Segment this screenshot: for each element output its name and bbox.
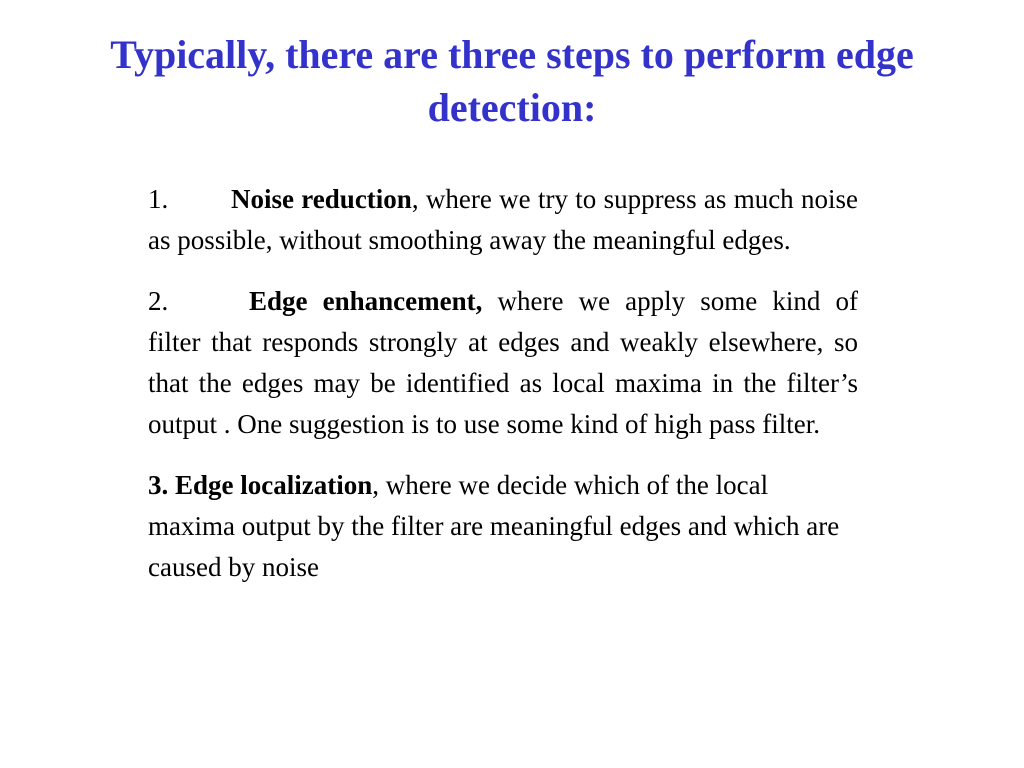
step-description-3: , where we decide which of the local maxima output by the filter are meaningful edges and which are caused by noise — [148, 470, 840, 582]
step-term-3: 3. Edge localization — [148, 470, 373, 500]
steps-list — [148, 179, 858, 608]
slide-title: Typically, there are three steps to perform edge detection: — [110, 32, 914, 130]
step-item-1 — [148, 179, 858, 261]
step-description-2: where we apply some kind of filter that responds strongly at edges and weakly elsewhere, so that the edges may be identified as local maxima in the filter’s output . One suggestion is to use some kind of high pass filter. — [148, 286, 858, 439]
step-term-1: Noise reduction — [231, 184, 412, 214]
step-number-2: 2. — [148, 286, 169, 316]
step-item-3 — [148, 465, 858, 588]
step-number-1: 1. — [148, 184, 169, 214]
step-term-2: Edge enhancement, — [249, 286, 483, 316]
step-item-2 — [148, 281, 858, 445]
step-description-1: , where we try to suppress as much noise as possible, without smoothing away the meaningful edges. — [148, 184, 858, 255]
